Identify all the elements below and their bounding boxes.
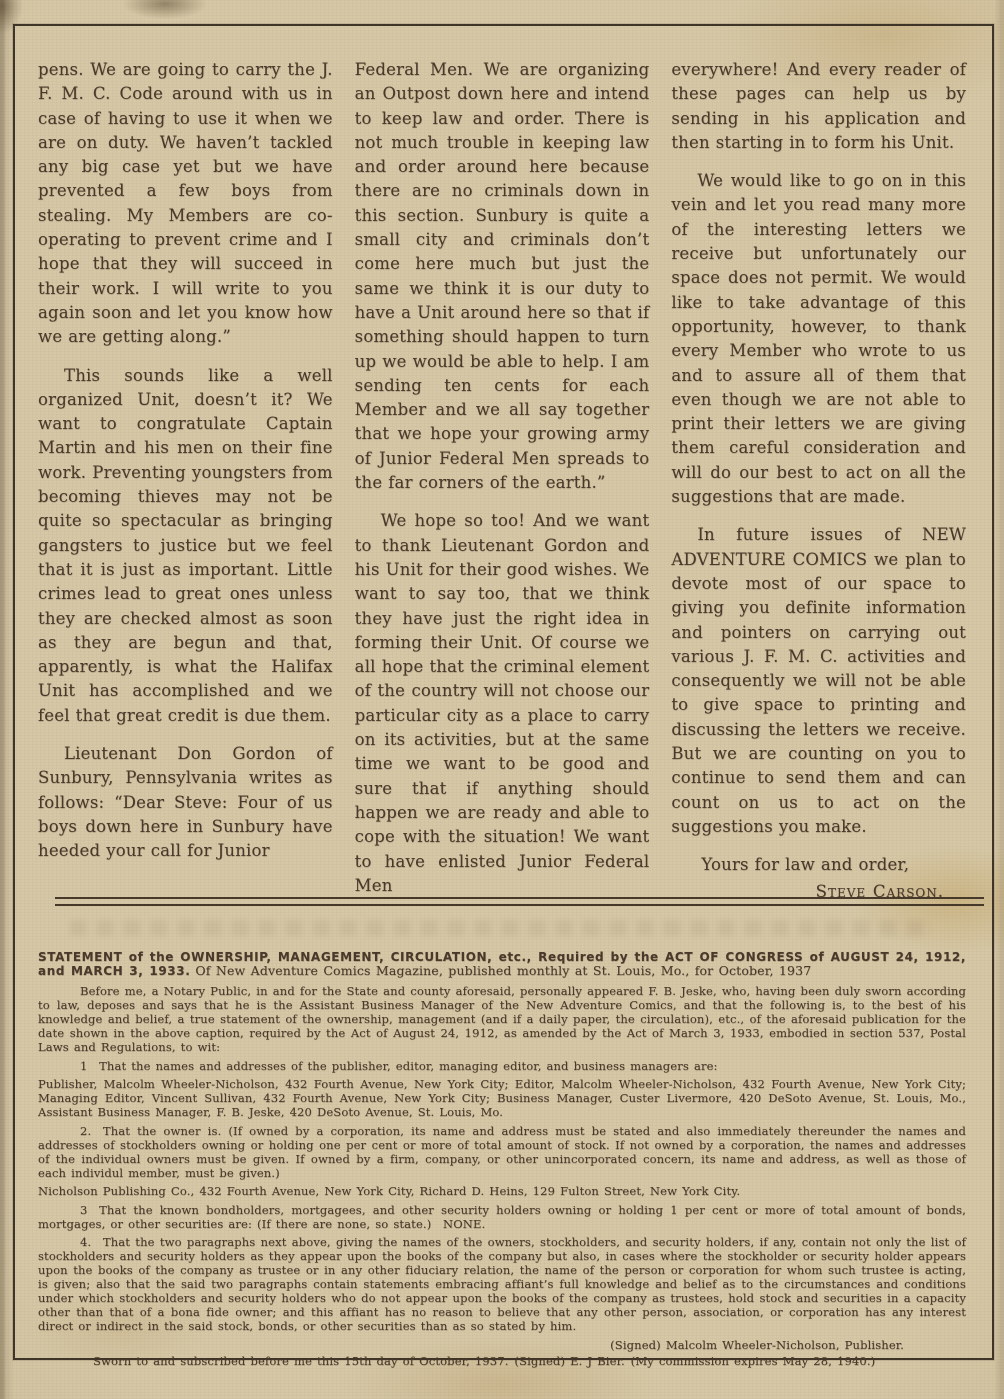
paragraph: We hope so too! And we want to thank Lieutenant Gordon and his Unit for their good wishes. We want to say too, that we think they have just the right idea in forming their Unit. Of course we all hope that the criminal element of the country will not choose our particular city as a place to carry on its activities, but at the same time we want to be good and sure that if anything should happen we are ready and able to cope with the situation! We want to have enlisted Junior Federal Men xyxy=(354,511,650,895)
paragraph: pens. We are going to carry the J. F. M. C. Code around with us in case of having to use it when we are on duty. We haven’t tackled any big case yet but we have prevented a few boys from stealing. My Members are co-operating to prevent crime and I hope that they will succeed in their work. I will write to you again soon and let you know how we are getting along.” xyxy=(38,60,333,347)
paragraph: This sounds like a well organized Unit, doesn’t it? We want to congratulate Captain Martin and his men on their fine work. Preventing youngsters from becoming thieves may not be quite so spectacular as bringing gangsters to justice but we feel that it is just as important. Little crimes lead to great ones unless they are checked almost as soon as they are begun and that, apparently, is what the Halifax Unit has accomplished and we feel that great credit is due them. xyxy=(38,365,333,725)
statement-paragraph: Nicholson Publishing Co., 432 Fourth Avenue, New York City, Richard D. Heins, 129 Fulton Street, New York City. xyxy=(38,1184,741,1198)
paragraph: Lieutenant Don Gordon of Sunbury, Pennsylvania writes as follows: “Dear Steve: Four of us boys down here in Sunbury have heeded your call for Junior xyxy=(38,744,333,861)
statement-heading-regular: Of New Adventure Comics Magazine, published monthly at St. Louis, Mo., for October, 1937 xyxy=(195,963,812,978)
statement-paragraph: 3 That the known bondholders, mortgagees, and other security holders owning or holding 1 per cent or more of total amount of bonds, mortgages, or other securities are: (If there are none, so state.) NONE. xyxy=(38,1202,966,1231)
notary-line: Sworn to and subscribed before me this 15th day of October, 1937. (Signed) E. J Bier. (My commission expires May 28, 1940.) xyxy=(93,1353,876,1368)
ownership-statement xyxy=(38,950,966,1372)
text-column-3 xyxy=(671,58,966,918)
signed-line: (Signed) Malcolm Wheeler-Nicholson, Publisher. xyxy=(610,1337,904,1352)
letters-text-columns xyxy=(38,58,966,918)
valediction: Yours for law and order, xyxy=(701,855,910,875)
signature: Steve Carson. xyxy=(815,881,945,901)
statement-heading xyxy=(38,950,966,978)
paragraph: Federal Men. We are organizing an Outpost down here and intend to keep law and order. There is not much trouble in keeping law and order around here because there are no criminals down in this section. Sunbury is quite a small city and criminals don’t come here much but just the same we think it is our duty to have a Unit around here so that if something should happen to turn up we would be able to help. I am sending ten cents for each Member and we all say together that we hope your growing army of Junior Federal Men spreads to the far corners of the earth.” xyxy=(354,60,650,493)
text-column-1 xyxy=(38,58,333,918)
text-column-2 xyxy=(355,58,650,918)
section-divider-rule xyxy=(55,897,984,906)
statement-heading-bold: STATEMENT of the OWNERSHIP, MANAGEMENT, CIRCULATION, etc., Required by the ACT OF CONGRESS of AUGUST 24, 1912, and MARCH 3, 1933. xyxy=(38,950,966,978)
statement-paragraph: 2. That the owner is. (If owned by a corporation, its name and address must be stated and also immediately thereunder the names and addresses of stockholders owning or holding one per cent or more of total amount of stock. If not owned by a corporation, the names and addresses of the individual owners must be given. If owned by a firm, company, or other unincorporated concern, its name and address, as well as those of each individul member, must be given.) xyxy=(38,1123,966,1180)
paragraph: everywhere! And every reader of these pages can help us by sending in his application and then starting in to form his Unit. xyxy=(671,60,967,152)
statement-paragraph: Before me, a Notary Public, in and for the State and county aforesaid, personally appeared F. B. Jeske, who, having been duly sworn according to law, deposes and says that he is the Assistant Business Manager of the New Adventure Comics, and that the following is, to the best of his knowledge and belief, a true statement of the ownership, management (and if a daily paper, the circulation), etc., of the aforesaid publication for the date shown in the above caption, required by the Act of August 24, 1912, as amended by the Act of March 3, 1933, embodied in section 537, Postal Laws and Regulations, to wit: xyxy=(38,984,966,1054)
statement-paragraph: 1 That the names and addresses of the publisher, editor, managing editor, and business managers are: xyxy=(80,1058,718,1073)
paragraph: In future issues of NEW ADVENTURE COMICS we plan to devote most of our space to giving you definite information and pointers on carrying out various J. F. M. C. activities and consequently we will not be able to give space to printing and discussing the letters we receive. But we are counting on you to continue to send them and can count on us to act on the suggestions you make. xyxy=(671,525,967,836)
statement-paragraph: 4. That the two paragraphs next above, giving the names of the owners, stockholders, and security holders, if any, contain not only the list of stockholders and security holders as they appear upon the books of the company but also, in cases where the stockholder or security holder appears upon the books of the company as trustee or in any other fiduciary relation, the name of the person or corporation for whom such trustee is acting, is given; also that the said two paragraphs contain statements embracing affiant’s full knowledge and belief as to the circumstances and conditions under which stockholders and security holders who do not appear upon the books of the company as trustees, hold stock and securities in a capacity other than that of a bona fide owner; and this affiant has no reason to believe that any other person, association, or corporation has any interest direct or indirect in the said stock, bonds, or other securities than as so stated by him. xyxy=(38,1235,966,1333)
bleed-through-smudge xyxy=(70,920,934,936)
paragraph: We would like to go on in this vein and let you read many more of the interesting letters we receive but unfortunately our space does not permit. We would like to take advantage of this opportunity, however, to thank every Member who wrote to us and to assure all of them that even though we are not able to print their letters we are giving them careful consideration and will do our best to act on all the suggestions that are made. xyxy=(671,171,967,507)
statement-paragraph: Publisher, Malcolm Wheeler-Nicholson, 432 Fourth Avenue, New York City; Editor, Malcolm Wheeler-Nicholson, 432 Fourth Avenue, New York City; Managing Editor, Vincent Sullivan, 432 Fourth Avenue, New York City; Business Manager, Custer Livermore, 420 DeSoto Avenue, St. Louis, Mo., Assistant Business Manager, F. B. Jeske, 420 DeSoto Avenue, St. Louis, Mo. xyxy=(38,1077,966,1119)
